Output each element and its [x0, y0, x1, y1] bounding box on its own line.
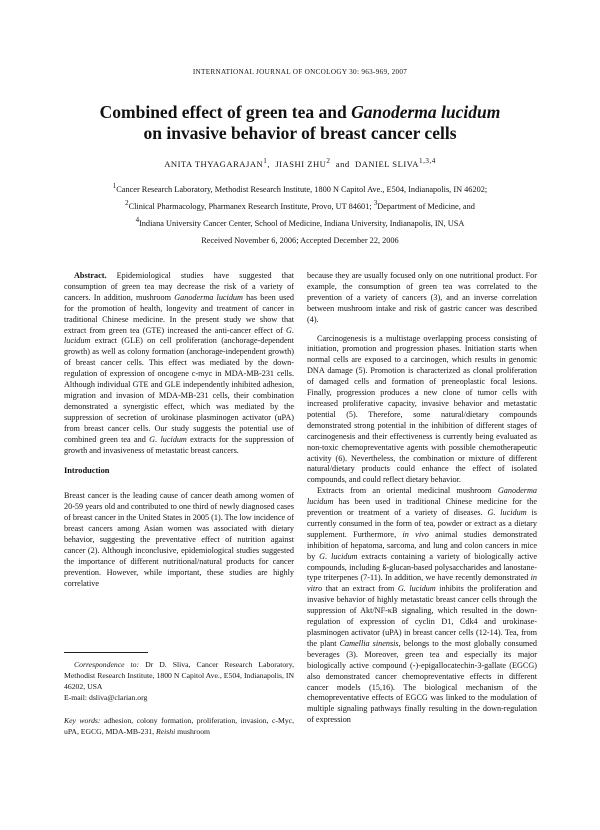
affiliations — [0, 180, 600, 232]
affiliation-line2 — [0, 197, 600, 214]
p3-text-1: Extracts from an oriental medicinal mushroom — [317, 486, 498, 496]
abstract-label: Abstract. — [74, 271, 107, 280]
author-1-sup: 1 — [263, 157, 268, 165]
affil-text-2b: Department of Medicine, and — [377, 201, 475, 211]
p3-text-6: that an extract from — [322, 584, 398, 594]
correspondence-label: Correspondence to: — [74, 660, 140, 669]
footnote-divider — [64, 652, 148, 653]
affil-sup-4: 4 — [135, 217, 140, 225]
p3-text-4: animal studies demonstrated inhibition of hepatoma, sarcoma, and lung and colon cancers in mice by — [307, 529, 537, 561]
affil-sup-3: 3 — [373, 200, 378, 208]
p3-italic-5: in vitro — [307, 573, 537, 594]
keywords-label: Key words: — [64, 716, 101, 725]
right-paragraph-2: Carcinogenesis is a multistage overlapping process consisting of initiation, promotion and progression phases. Initiation starts when normal cells are exposed to a carcinogen, which results in genomic DNA damage (5). Promotion is characterized as clonal proliferation of damaged cells and formation of preneoplastic focal lesions. Finally, progression produces a new clone of tumor cells with increased proliferative capacity, invasive behavior and metastatic potential (5). Therefore, some natural/dietary compounds demonstrated strong potential in the inhibition of different stages of carcinogenesis and their effectiveness is currently being evaluated as non-toxic chemopreventative agents with possible chemotherapeutic activity (6). Nevertheless, the combination or mixture of different natural/dietary products could enhance the effect of isolated compounds, and could reflect dietary behavior. — [307, 333, 537, 485]
affil-sup-2: 2 — [125, 200, 129, 208]
correspondence-footnote — [64, 660, 294, 704]
abstract-text-3: extract (GLE) on cell proliferation (anchorage-dependent growth) as well as colony formation (anchorage-independent growth) of breast cancer cells. This effect was mediated by the down-regulation of expression of oncogene c-myc in MDA-MB-231 cells. Although individual GTE and GLE independently inhibited adhesion, migration and invasion of MDA-MB-231 cells, their combination demonstrated a synergistic effect, which was mediated by the suppression of secretion of urokinase plasminogen activator (uPA) from breast cancer cells. Our study suggests the potential use of combined green tea and — [64, 336, 294, 444]
p3-italic-2: G. lucidum — [487, 508, 527, 518]
author-2: JIASHI ZHU — [275, 158, 327, 169]
author-list: ANITA THYAGARAJAN$^1$, JIASHI ZHU$^2$ and DANIEL SLIVA$^{1,3,4}$ — [164, 157, 436, 169]
p3-italic-4: G. lucidum — [319, 551, 358, 561]
introduction-heading: Introduction — [64, 466, 110, 476]
keywords-end: mushroom — [175, 726, 211, 736]
correspondence-text: Dr D. Sliva, Cancer Research Laboratory, Methodist Research Institute, 1800 N Capitol Ave., E504, Indianapolis, IN 46202, USA — [64, 660, 294, 691]
received-accepted-dates: Received November 6, 2006; Accepted December 22, 2006 — [201, 236, 399, 245]
author-2-sup: 2 — [326, 157, 331, 165]
author-and: and — [335, 158, 350, 169]
right-paragraph-3 — [307, 486, 537, 726]
affil-text-2a: Clinical Pharmacology, Pharmanex Research Institute, Provo, UT 84601; — [128, 201, 374, 211]
p3-italic-3: in vivo — [402, 529, 429, 539]
p3-italic-7: Camellia sinensis — [339, 638, 399, 648]
introduction-paragraph: Breast cancer is the leading cause of cancer death among women of 20-59 years old and contributed to one third of newly diagnosed cases of breast cancer in the United States in 2005 (1). The low incidence of breast cancers among Asian women was associated with dietary behavior, suggesting the preventative effect of nutrition against cancer (2). Although inconclusive, epidemiological studies suggested the importance of different nutritional/natural products for cancer prevention. However, while important, these studies are highly correlative — [64, 491, 294, 588]
affil-sup-1: 1 — [112, 183, 117, 190]
p3-italic-1: Ganoderma lucidum — [307, 486, 537, 507]
p3-text-2: has been used in traditional Chinese medicine for the prevention or treatment of a variety of diseases. — [307, 497, 537, 518]
keywords-italic: Reishi — [155, 726, 176, 736]
affil-text-1: Cancer Research Laboratory, Methodist Research Institute, 1800 N Capitol Ave., E504, Indianapolis, IN 46202; — [116, 184, 488, 194]
abstract-text-1: Epidemiological studies have suggested that consumption of green tea may decrease the risk of a variety of cancers. In addition, mushroom — [64, 271, 294, 302]
affiliation-line3 — [0, 214, 600, 231]
keywords-footnote — [64, 716, 294, 738]
title-line2: on invasive behavior of breast cancer cells — [143, 123, 457, 143]
abstract-italic-2: G. lucidum — [64, 325, 294, 346]
affiliation-line1 — [0, 180, 600, 197]
right-column — [307, 271, 537, 726]
author-3: DANIEL SLIVA — [354, 158, 419, 169]
abstract-text-2: has been used for the promotion of health, longevity and treatment of cancer in traditional Chinese medicine. In the present study we show that extract from green tea (GTE) increased the anti-cancer effect of — [64, 292, 294, 335]
p3-text-5: extracts containing a variety of biologically active compounds, including ß-glucan-based polysaccharides and lanostane-type triterpenes (7-11). In addition, we have recently demonstrated — [307, 551, 537, 583]
p3-text-7: inhibits the proliferation and invasive behavior of highly metastatic breast cancer cells through the suppression of Akt/NF-κB signaling, which resulted in the down-regulation of expression of cyclin D1, Cdk4 and urokinase-plasminogen activator (uPA) in breast cancer cells (12-14). Tea, from the plant — [307, 584, 538, 648]
author-3-sup: 1,3,4 — [419, 157, 436, 165]
journal-header: INTERNATIONAL JOURNAL OF ONCOLOGY 30: 963-969, 2007 — [192, 68, 408, 76]
abstract-text-4: extracts for the suppression of growth and invasiveness of metastatic breast cancers. — [64, 434, 294, 455]
author-1: ANITA THYAGARAJAN — [164, 158, 264, 169]
left-column — [64, 271, 294, 589]
p3-italic-6: G. lucidum — [397, 584, 436, 594]
abstract-paragraph — [64, 271, 294, 456]
right-paragraph-1: because they are usually focused only on one nutritional product. For example, the consumption of green tea was correlated to the prevention of a variety of cancers (3), and an inverse correlation between mushroom intake and risk of gastric cancer was described (4). — [307, 271, 537, 324]
p3-text-8: , belongs to the most globally consumed beverages (3). Moreover, green tea and especially its major biologically active compound (-)-epigallocatechin-3-gallate (EGCG) also demonstrated cancer chemopreventative effects in different cancer models (15,16). The biological mechanism of the chemopreventative effects of EGCG was linked to the modulation of multiple signaling pathways finally resulting in the down-regulation of expression — [307, 638, 538, 725]
abstract-italic-3: G. lucidum — [149, 434, 187, 444]
correspondence-email: E-mail: dsliva@clarian.org — [64, 692, 148, 702]
article-title — [0, 102, 600, 144]
title-line1-text: Combined effect of green tea and — [99, 102, 352, 122]
title-italic-species: Ganoderma lucidum — [351, 102, 501, 122]
abstract-italic-1: Ganoderma lucidum — [174, 292, 243, 302]
affil-text-3: Indiana University Cancer Center, School of Medicine, Indiana University, Indianapolis, IN, USA — [139, 219, 465, 229]
p3-text-3: is currently consumed in the form of tea, powder or extract as a dietary supplement. Furthermore, — [307, 508, 537, 539]
keywords-text: adhesion, colony formation, proliferation, invasion, c-Myc, uPA, EGCG, MDA-MB-231, — [64, 716, 294, 736]
